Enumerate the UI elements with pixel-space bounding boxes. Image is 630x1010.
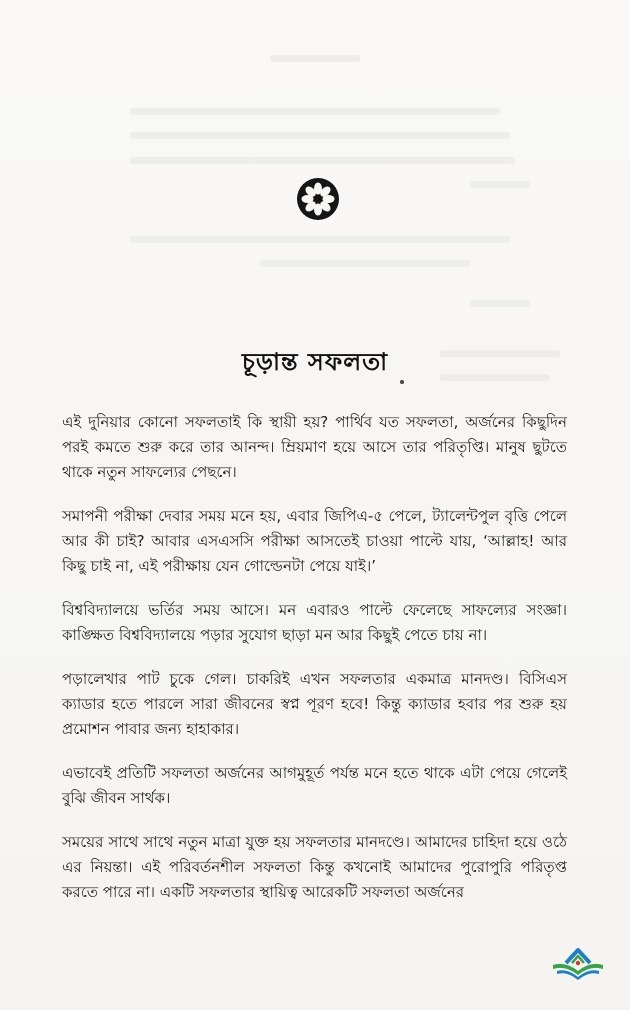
book-logo-icon xyxy=(550,943,606,983)
paragraph: এভাবেই প্রতিটি সফলতা অর্জনের আগমুহূর্ত পর্যন্ত মনে হতে থাকে এটা পেয়ে গেলেই বুঝি জীবন সার্থক। xyxy=(62,764,567,807)
flower-ornament-icon xyxy=(296,177,340,221)
title-dot xyxy=(400,380,404,384)
paragraph: বিশ্ববিদ্যালয়ে ভর্তির সময় আসে। মন এবারও পাল্টে ফেলেছে সাফল্যের সংজ্ঞা। কাঙ্ক্ষিত বিশ্ববিদ্যালয়ে পড়ার সুযোগ ছাড়া মন আর কিছুই পেতে চায় না। xyxy=(62,601,567,644)
bleed-through-line xyxy=(470,300,530,307)
section-title: চূড়ান্ত সফলতা xyxy=(241,348,389,376)
bleed-through-line xyxy=(270,55,360,62)
body-text xyxy=(62,410,567,924)
paragraph: এই দুনিয়ার কোনো সফলতাই কি স্থায়ী হয়? পার্থিব যত সফলতা, অর্জনের কিছুদিন পরই কমতে শুরু করে তার আনন্দ। ম্রিয়মাণ হয়ে আসে তার পরিতৃপ্তি। মানুষ ছুটতে থাকে নতুন সাফল্যের পেছনে। xyxy=(62,413,567,481)
bleed-through-line xyxy=(260,260,470,267)
bleed-through-line xyxy=(130,108,500,115)
bleed-through-line xyxy=(130,132,510,139)
paragraph: পড়ালেখার পাট চুকে গেল। চাকরিই এখন সফলতার একমাত্র মানদণ্ড। বিসিএস ক্যাডার হতে পারলে সারা জীবনের স্বপ্ন পূরণ হবে! কিন্তু ক্যাডার হবার পর শুরু হয় প্রমোশন পাবার জন্য হাহাকার। xyxy=(62,670,567,738)
paragraph: সমাপনী পরীক্ষা দেবার সময় মনে হয়, এবার জিপিএ-৫ পেলে, ট্যালেন্টপুল বৃত্তি পেলে আর কী চাই? আবার এসএসসি পরীক্ষা আসতেই চাওয়া পাল্টে যায়, ‘আল্লাহ! আর কিছু চাই না, এই পরীক্ষায় যেন গোল্ডেনটা পেয়ে যাই।’ xyxy=(62,507,567,575)
bleed-through-line xyxy=(130,236,510,243)
bleed-through-line xyxy=(470,181,530,188)
bleed-through-line xyxy=(130,157,515,164)
paragraph: সময়ের সাথে সাথে নতুন মাত্রা যুক্ত হয় সফলতার মানদণ্ডে। আমাদের চাহিদা হয়ে ওঠে এর নিয়ন্তা। এই পরিবর্তনশীল সফলতা কিন্তু কখনোই আমাদের পুরোপুরি পরিতৃপ্ত করতে পারে না। একটি সফলতার স্থায়িত্ব আরেকটি সফলতা অর্জনের xyxy=(62,833,567,901)
